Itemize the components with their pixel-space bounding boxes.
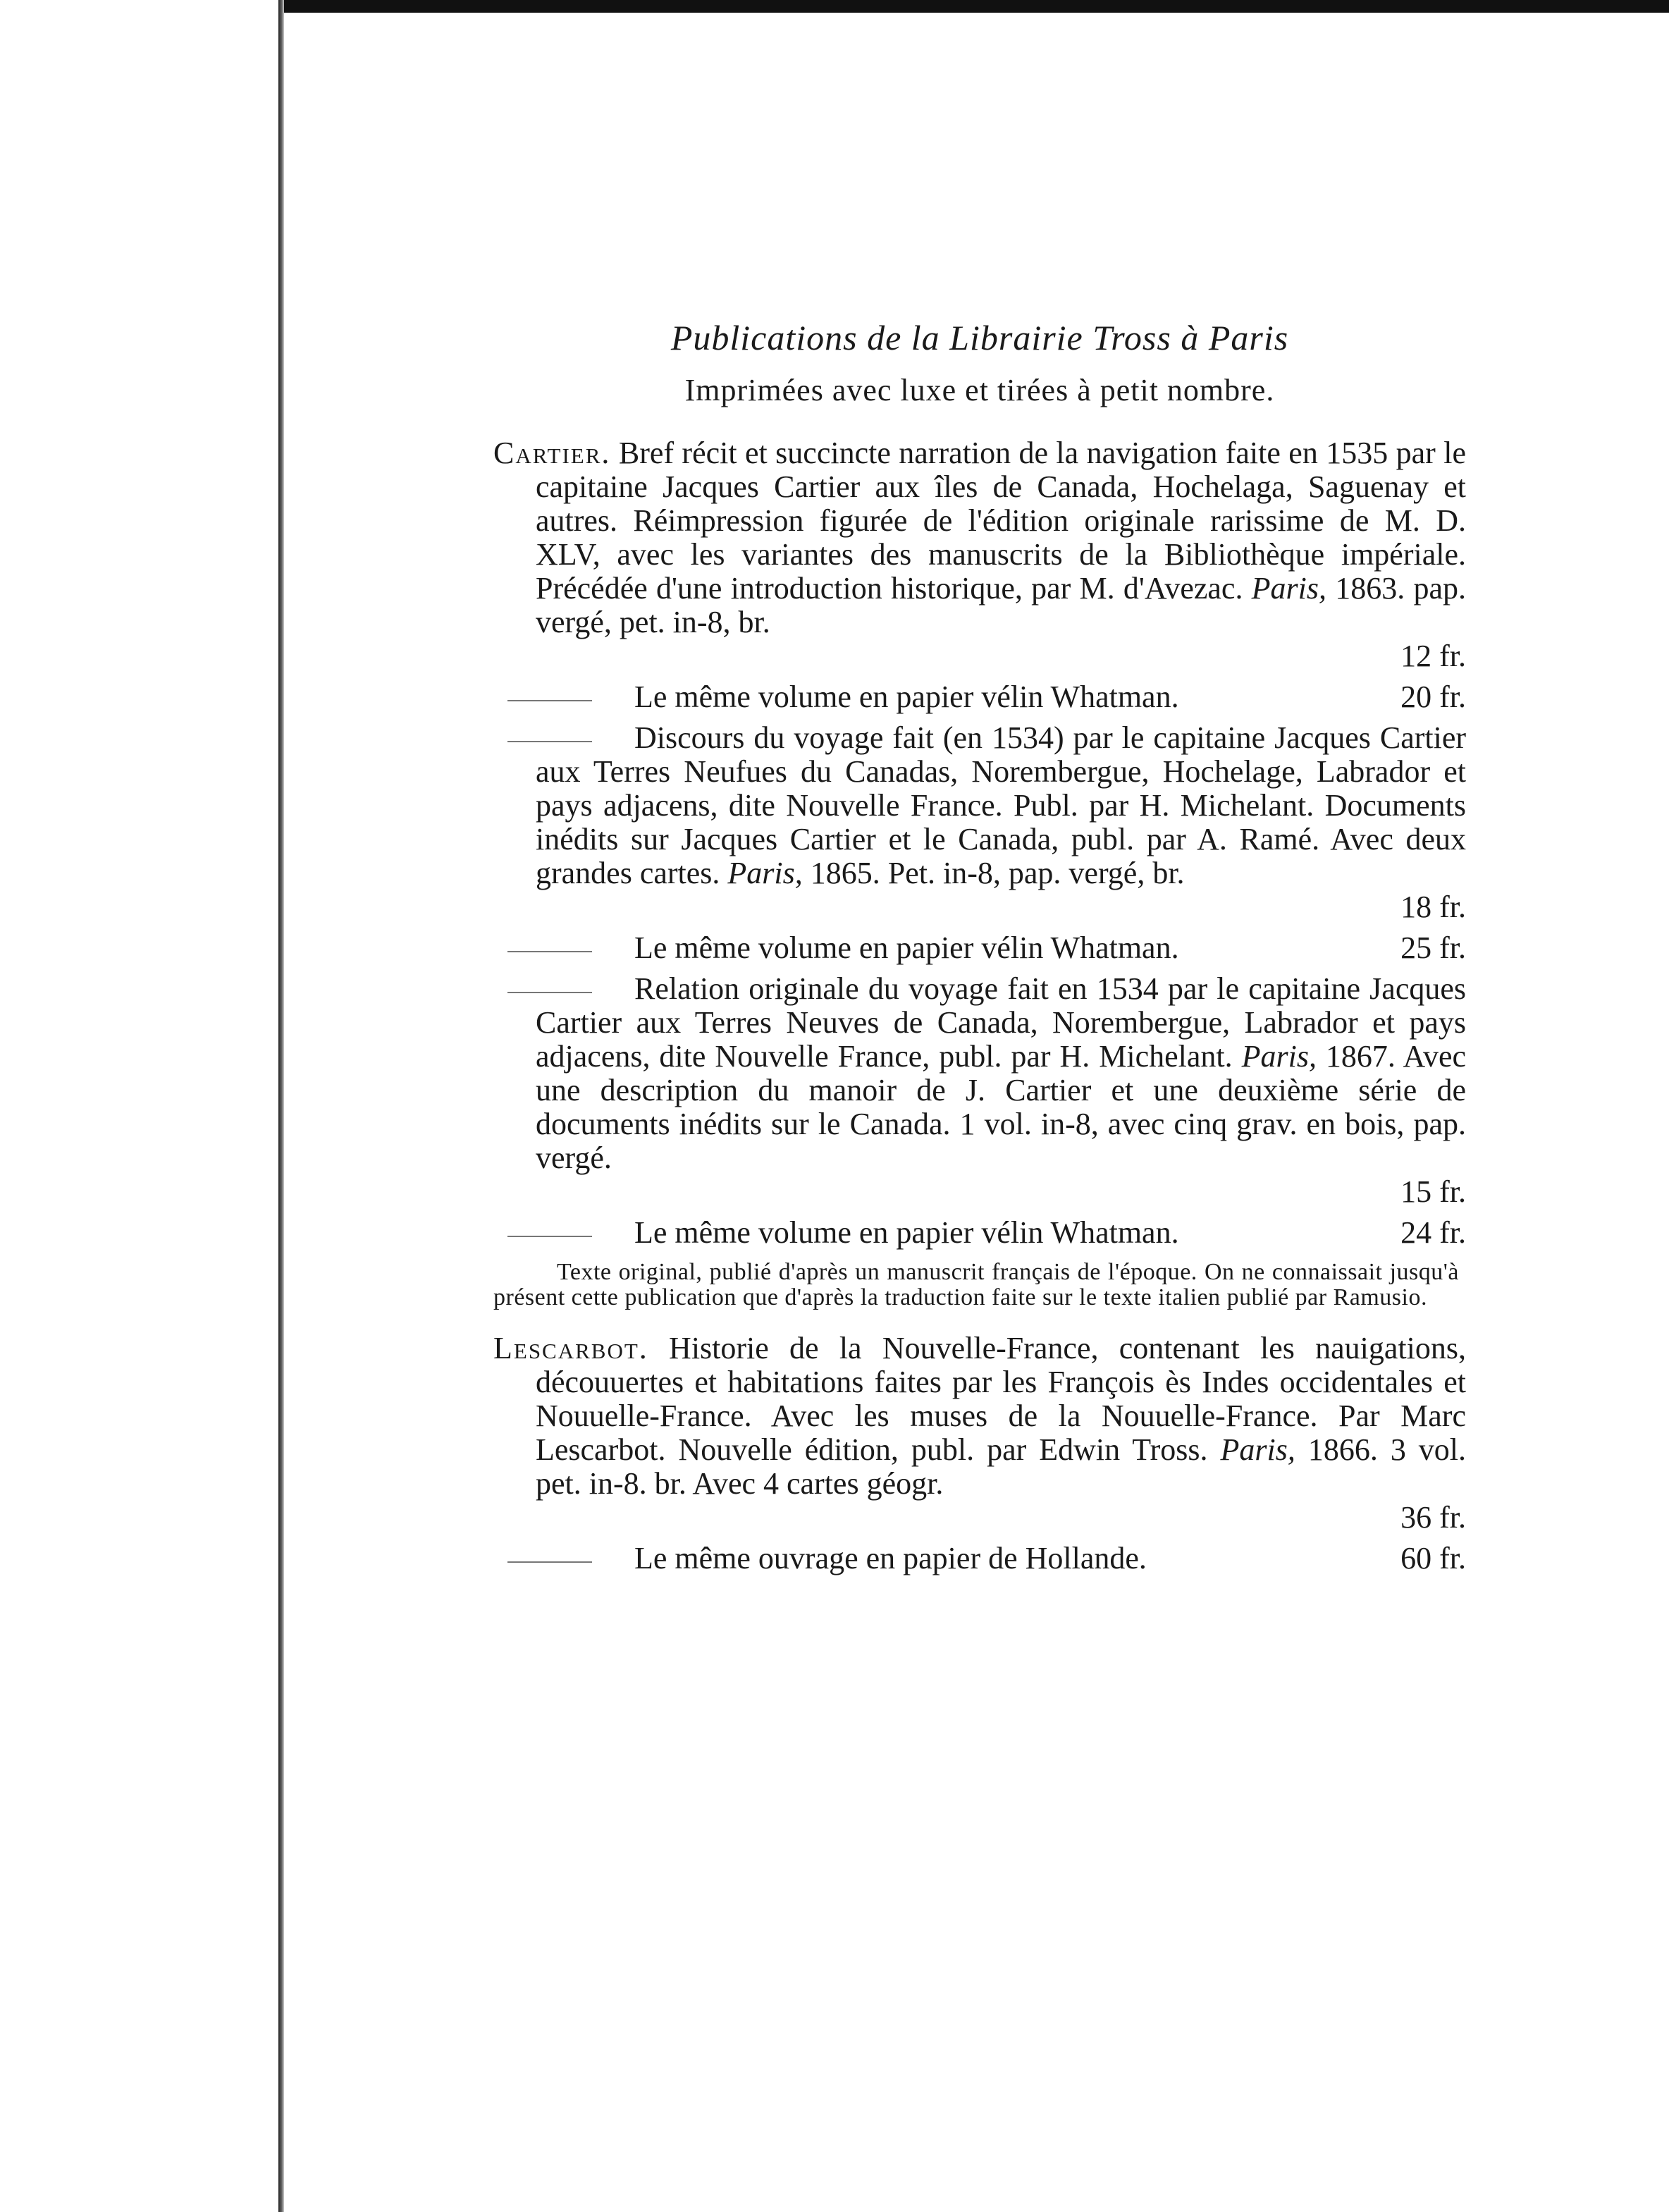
- catalogue-entry-variant: [493, 931, 1466, 965]
- catalogue-entry-relation-originale: [493, 972, 1466, 1209]
- catalogue-page: [493, 317, 1466, 1575]
- entry-details: 1863. pap. vergé, pet. in-8, br.: [536, 571, 1466, 639]
- entry-author: Cartier.: [493, 436, 611, 470]
- ditto-dash: [507, 1236, 592, 1237]
- entry-price: 12 fr.: [1400, 639, 1466, 673]
- entry-description: Bref récit et succincte narration de la navigation faite en 1535 par le capitaine Jacques Cartier aux îles de Canada, Hochelaga, Saguenay et autres. Réimpression figurée de l'édition originale rarissime de M. D. XLV, avec les variantes des manuscrits de la Bibliothèque impériale. Précédée d'une introduction historique, par M. d'Avezac.: [536, 436, 1467, 606]
- entry-price: 60 fr.: [1400, 1541, 1466, 1575]
- catalogue-entry-variant: [493, 1542, 1466, 1575]
- catalogue-entry-variant: [493, 680, 1466, 714]
- entry-price: 36 fr.: [1400, 1500, 1466, 1535]
- ditto-dash: [507, 700, 592, 701]
- entry-place: Paris,: [727, 856, 803, 890]
- entry-description: Le même ouvrage en papier de Hollande.: [634, 1541, 1147, 1575]
- entry-details: 1865. Pet. in-8, pap. vergé, br.: [810, 856, 1185, 890]
- entry-price: 25 fr.: [1400, 930, 1466, 965]
- editorial-note: Texte original, publié d'après un manuscrit français de l'époque. On ne connaissait jusqu'à présent cette publication que d'après la traduction faite sur le texte italien publié par Ramusio.: [493, 1259, 1459, 1310]
- entry-details: 1867. Avec une description du manoir de J. Cartier et une deuxième série de documents inédits sur le Canada. 1 vol. in-8, avec cinq grav. en bois, pap. vergé.: [536, 1039, 1467, 1175]
- page-title: Publications de la Librairie Tross à Paris: [670, 318, 1289, 357]
- entry-author: Lescarbot.: [493, 1331, 648, 1365]
- entry-price: 20 fr.: [1400, 680, 1466, 714]
- page-subtitle: Imprimées avec luxe et tirées à petit nombre.: [684, 373, 1275, 407]
- entry-description: Historie de la Nouvelle-France, contenant les nauigations, découuertes et habitations faites par les François ès Indes occidentales et Nouuelle-France. Avec les muses de la Nouuelle-France. Par Marc Lescarbot. Nouvelle édition, publ. par Edwin Tross.: [536, 1331, 1466, 1467]
- catalogue-entry-lescarbot: [493, 1332, 1466, 1535]
- entry-place: Paris,: [1220, 1432, 1295, 1467]
- entry-details: 1866. 3 vol. pet. in-8. br. Avec 4 cartes géogr.: [536, 1432, 1467, 1501]
- ditto-dash: [507, 741, 592, 742]
- entry-price: 15 fr.: [1400, 1174, 1466, 1209]
- entry-description: Le même volume en papier vélin Whatman.: [634, 930, 1179, 965]
- entry-price: 18 fr.: [1400, 890, 1466, 924]
- entry-price: 24 fr.: [1400, 1215, 1466, 1250]
- ditto-dash: [507, 1561, 592, 1563]
- ditto-dash: [507, 951, 592, 952]
- entry-place: Paris,: [1251, 571, 1327, 606]
- top-edge-rule: [278, 0, 1669, 13]
- entry-description: Relation originale du voyage fait en 1534 par le capitaine Jacques Cartier aux Terres Neuves de Canada, Norembergue, Labrador et pays adjacens, dite Nouvelle France, publ. par H. Michelant.: [536, 971, 1466, 1074]
- entry-description: Le même volume en papier vélin Whatman.: [634, 680, 1179, 714]
- entry-description: Discours du voyage fait (en 1534) par le capitaine Jacques Cartier aux Terres Neufues du Canadas, Norembergue, Hochelage, Labrador et pays adjacens, dite Nouvelle France. Publ. par H. Michelant. Documents inédits sur Jacques Cartier et le Canada, publ. par A. Ramé. Avec deux grandes cartes.: [536, 720, 1466, 890]
- catalogue-entry-discours: [493, 721, 1466, 924]
- ditto-dash: [507, 992, 592, 993]
- catalogue-entry-variant: [493, 1216, 1466, 1250]
- catalogue-entry-cartier-bref-recit: [493, 436, 1466, 673]
- entry-place: Paris,: [1241, 1039, 1317, 1074]
- entry-description: Le même volume en papier vélin Whatman.: [634, 1215, 1179, 1250]
- page-spine-shadow: [278, 0, 284, 2212]
